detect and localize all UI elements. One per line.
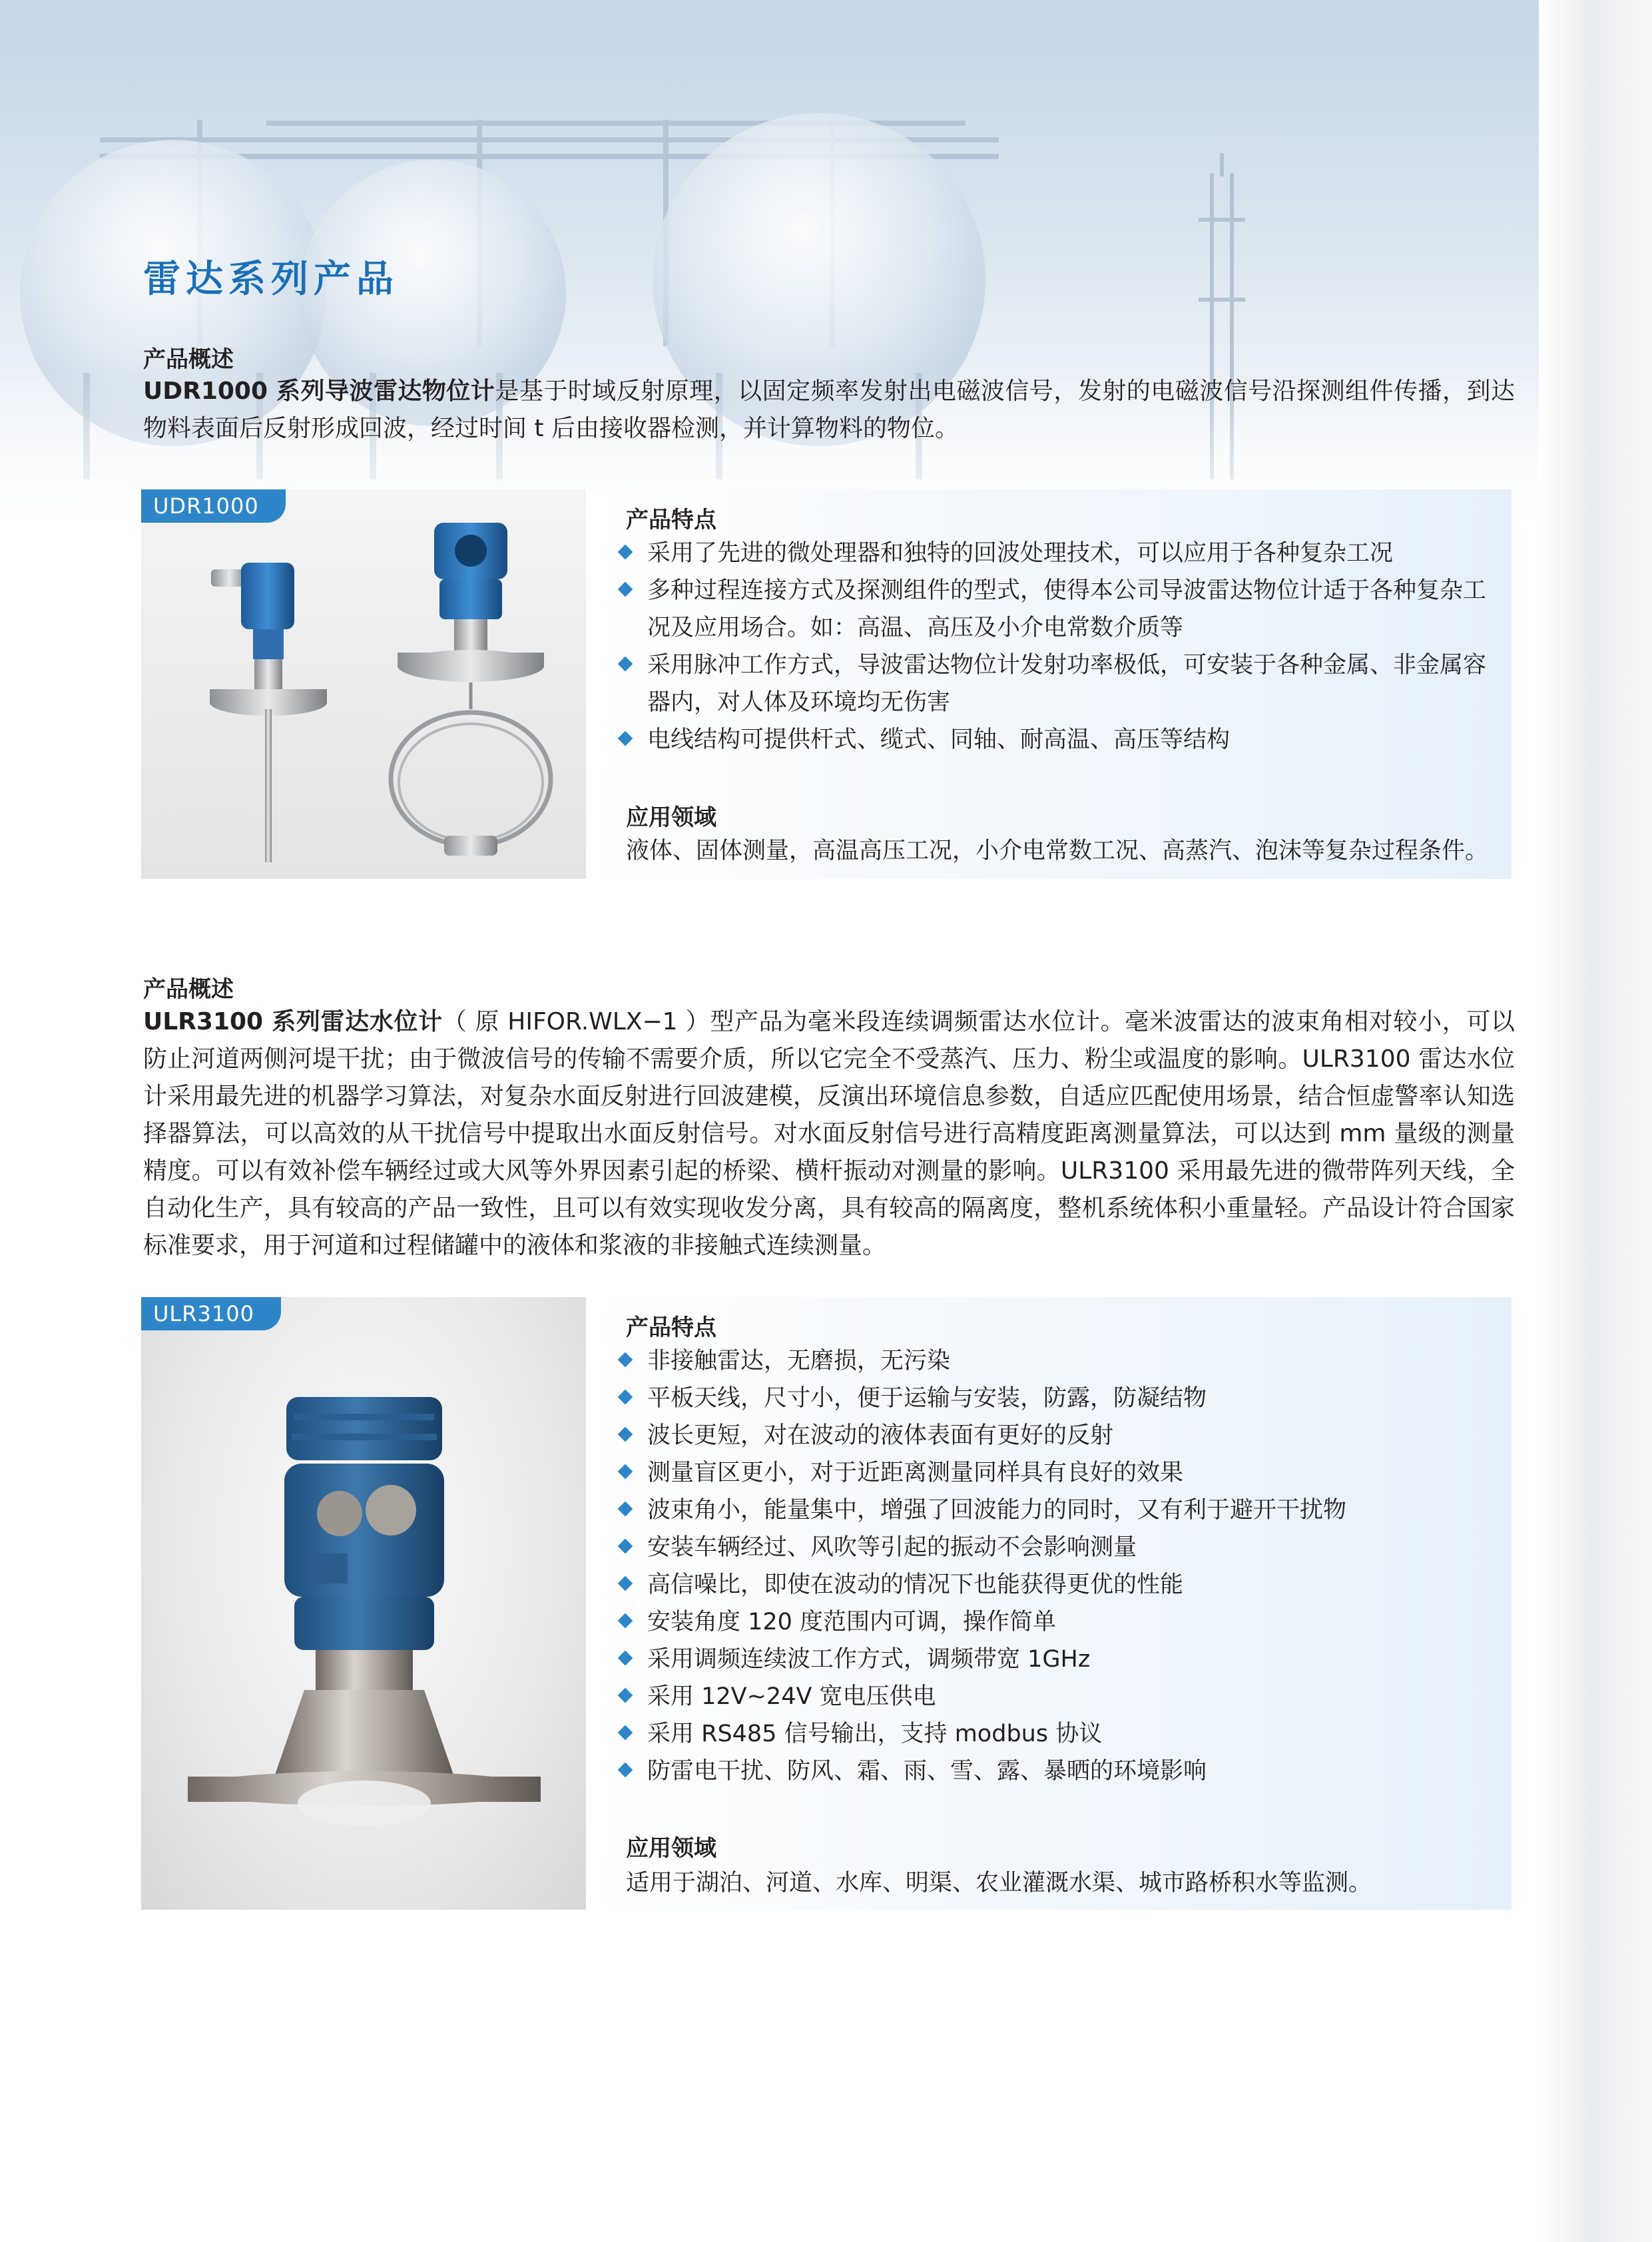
blue-diamond-icon (618, 1576, 633, 1591)
blue-diamond-icon (618, 1464, 633, 1479)
blue-diamond-icon (618, 1613, 633, 1628)
list-item: 防雷电干扰、防风、霜、雨、雪、露、暴晒的环境影响 (618, 1753, 1504, 1790)
blue-diamond-icon (618, 1390, 633, 1404)
blue-diamond-icon (618, 657, 633, 671)
section2-product-name: ULR3100 系列雷达水位计 (143, 1008, 443, 1035)
ulr3100-features-title: 产品特点 (626, 1314, 716, 1341)
ulr3100-info-panel (586, 1297, 1512, 1910)
blue-diamond-icon (618, 545, 633, 559)
blue-diamond-icon (618, 1651, 633, 1665)
section1-intro-text: 是基于时域反射原理，以固定频率发射出电磁波信号，发射的电磁波信号沿探测组件传播，到达物料表面后反射形成回波，经过时间 t 后由接收器检测，并计算物料的物位。 (143, 378, 1515, 442)
blue-diamond-icon (618, 582, 633, 597)
blue-diamond-icon (618, 1688, 633, 1703)
blue-diamond-icon (618, 1352, 633, 1367)
section2-intro (143, 1003, 1515, 1264)
radar-level-meter-illustration (141, 1297, 586, 1910)
udr1000-features-title: 产品特点 (626, 507, 716, 533)
ulr3100-model-tag: ULR3100 (141, 1297, 281, 1330)
udr1000-application-title: 应用领域 (626, 804, 716, 831)
section1-product-name: UDR1000 系列导波雷达物位计 (143, 378, 495, 405)
blue-diamond-icon (618, 1502, 633, 1516)
list-item: 采用 12V~24V 宽电压供电 (618, 1678, 1504, 1715)
list-item: 平板天线，尺寸小，便于运输与安装，防露，防凝结物 (618, 1380, 1504, 1417)
section2-overview-label: 产品概述 (143, 976, 234, 1003)
blue-diamond-icon (618, 1427, 633, 1442)
section2-intro-text: （ 原 HIFOR.WLX−1 ）型产品为毫米段连续调频雷达水位计。毫米波雷达的波束角相对较小，可以防止河道两侧河堤干扰；由于微波信号的传输不需要介质，所以它完全不受蒸汽、压力、粉尘或温度的影响。ULR3100 雷达水位计采用最先进的机器学习算法，对复杂水面反射进行回波建模，反演出环境信息参数，自适应匹配使用场景，结合恒虚警率认知选择器算法，可以高效的从干扰信号中提取出水面反射信号。对水面反射信号进行高精度距离测量算法，可以达到 mm 量级的测量精度。可以有效补偿车辆经过或大风等外界因素引起的桥梁、横杆振动对测量的影响。ULR3100 采用最先进的微带阵列天线，全自动化生产，具有较高的产品一致性，且可以有效实现收发分离，具有较高的隔离度，整机系统体积小重量轻。产品设计符合国家标准要求，用于河道和过程储罐中的液体和浆液的非接触式连续测量。 (143, 1008, 1515, 1259)
blue-diamond-icon (618, 1725, 633, 1740)
ulr3100-application-text: 适用于湖泊、河道、水库、明渠、农业灌溉水渠、城市路桥积水等监测。 (626, 1870, 1372, 1896)
list-item: 采用了先进的微处理器和独特的回波处理技术，可以应用于各种复杂工况 (618, 535, 1504, 572)
list-item: 多种过程连接方式及探测组件的型式，使得本公司导波雷达物位计适于各种复杂工况及应用场合。如：高温、高压及小介电常数介质等 (618, 572, 1504, 647)
list-item: 安装车辆经过、风吹等引起的振动不会影响测量 (618, 1529, 1504, 1566)
list-item: 电线结构可提供杆式、缆式、同轴、耐高温、高压等结构 (618, 721, 1504, 758)
list-item: 高信噪比，即使在波动的情况下也能获得更优的性能 (618, 1566, 1504, 1603)
list-item: 测量盲区更小，对于近距离测量同样具有良好的效果 (618, 1454, 1504, 1492)
list-item: 采用调频连续波工作方式，调频带宽 1GHz (618, 1641, 1504, 1678)
list-item: 波束角小，能量集中，增强了回波能力的同时，又有利于避开干扰物 (618, 1492, 1504, 1529)
blue-diamond-icon (618, 1539, 633, 1553)
blue-diamond-icon (618, 1763, 633, 1777)
udr1000-application-text: 液体、固体测量，高温高压工况，小介电常数工况、高蒸汽、泡沫等复杂过程条件。 (626, 838, 1489, 864)
list-item: 采用脉冲工作方式，导波雷达物位计发射功率极低，可安装于各种金属、非金属容器内，对人体及环境均无伤害 (618, 647, 1504, 721)
udr1000-info-panel (586, 489, 1512, 879)
list-item: 安装角度 120 度范围内可调，操作简单 (618, 1603, 1504, 1641)
ulr3100-application-title: 应用领域 (626, 1835, 716, 1862)
section1-overview-label: 产品概述 (143, 346, 234, 373)
udr1000-features-list (618, 535, 1504, 758)
udr1000-product-photo (141, 489, 586, 879)
list-item: 采用 RS485 信号输出，支持 modbus 协议 (618, 1715, 1504, 1753)
list-item: 非接触雷达，无磨损，无污染 (618, 1342, 1504, 1380)
ulr3100-features-list (618, 1342, 1504, 1790)
list-item: 波长更短，对在波动的液体表面有更好的反射 (618, 1417, 1504, 1454)
page-title: 雷达系列产品 (143, 258, 399, 301)
guided-wave-radar-illustration (141, 489, 586, 879)
right-edge-shade (1539, 0, 1652, 2242)
udr1000-model-tag: UDR1000 (141, 489, 286, 523)
ulr3100-product-photo (141, 1297, 586, 1910)
blue-diamond-icon (618, 731, 633, 746)
section1-intro (143, 373, 1515, 447)
